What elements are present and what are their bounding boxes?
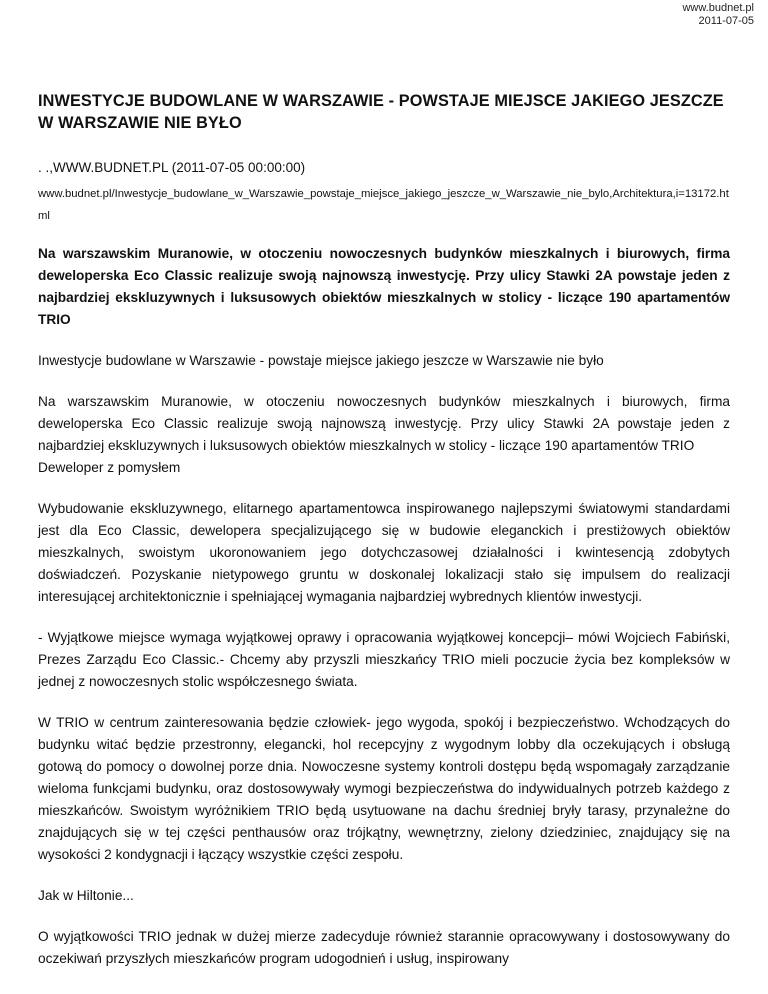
article-lead: Na warszawskim Muranowie, w otoczeniu nowoczesnych budynków mieszkalnych i biurowych, firma deweloperska Eco Classic realizuje swoją najnowszą inwestycję. Przy ulicy Stawki 2A powstaje jeden z najbardziej ekskluzywnych i luksusowych obiektów mieszkalnych w stolicy - liczące 190 apartamentów TRIO (38, 246, 730, 327)
article-subhead-hilton: Jak w Hiltonie... (38, 888, 134, 903)
article-source: . .,WWW.BUDNET.PL (2011-07-05 00:00:00) (38, 160, 306, 175)
article-paragraph-4: O wyjątkowości TRIO jednak w dużej mierze zadecyduje również starannie opracowywany i dostosowywany do oczekiwań przyszłych mieszkańców program udogodnień i usług, inspirowany (38, 929, 730, 966)
article-intro: Na warszawskim Muranowie, w otoczeniu nowoczesnych budynków mieszkalnych i biurowych, firma deweloperska Eco Classic realizuje swoją najnowszą inwestycję. Przy ulicy Stawki 2A powstaje jeden z najbardziej ekskluzywnych i luksusowych obiektów mieszkalnych w stolicy - liczące 190 apartamentów TRIO (38, 394, 730, 453)
article-paragraph-3: W TRIO w centrum zainteresowania będzie człowiek- jego wygoda, spokój i bezpieczeństwo. Wchodzących do budynku witać będzie przestronny, elegancki, hol recepcyjny z wygodnym lobby dla oczekujących i obsługą gotową do pomocy o dowolnej porze dnia. Nowoczesne systemy kontroli dostępu będą wspomagały zarządzanie wieloma funkcjami budynku, oraz dostosowywały wymogi bezpieczeństwa do indywidualnych potrzeb każdego z mieszkańców. Swoistym wyróżnikiem TRIO będą usytuowane na dachu średniej bryły tarasy, przynależne do znajdujących się w tej części penthausów oraz trójkątny, wewnętrzny, zielony dziedziniec, znajdujący się na wysokości 2 kondygnacji i łączący wszystkie części zespołu. (38, 715, 730, 862)
article (38, 90, 730, 989)
article-title: INWESTYCJE BUDOWLANE W WARSZAWIE - POWSTAJE MIEJSCE JAKIEGO JESZCZE W WARSZAWIE NIE BYŁO (38, 92, 724, 132)
header-site: www.budnet.pl (682, 2, 754, 14)
page-header-meta (682, 2, 754, 28)
article-repeat-title: Inwestycje budowlane w Warszawie - powstaje miejsce jakiego jeszcze w Warszawie nie było (38, 353, 604, 368)
article-subhead-developer: Deweloper z pomysłem (38, 460, 181, 475)
article-intro-block (38, 391, 730, 479)
header-date: 2011-07-05 (698, 15, 754, 27)
article-paragraph-1: Wybudowanie ekskluzywnego, elitarnego apartamentowca inspirowanego najlepszymi światowymi standardami jest dla Eco Classic, dewelopera specjalizującego się w budowie eleganckich i prestiżowych obiektów mieszkalnych, swoistym ukoronowaniem jego dotychczasowej działalności i kwintesencją zdobytych doświadczeń. Pozyskanie nietypowego gruntu w doskonalej lokalizacji stało się impulsem do realizacji interesującej architektonicznie i spełniającej wymagania najbardziej wybrednych klientów inwestycji. (38, 501, 730, 604)
article-paragraph-2: - Wyjątkowe miejsce wymaga wyjątkowej oprawy i opracowania wyjątkowej koncepcji– mówi Wojciech Fabiński, Prezes Zarządu Eco Classic.- Chcemy aby przyszli mieszkańcy TRIO mieli poczucie życia bez kompleksów w jednej z nowoczesnych stolic współczesnego świata. (38, 630, 730, 689)
article-url: www.budnet.pl/Inwestycje_budowlane_w_Warszawie_powstaje_miejsce_jakiego_jeszcze_w_Warszawie_nie_bylo,Architektura,i=13172.html (38, 188, 729, 222)
